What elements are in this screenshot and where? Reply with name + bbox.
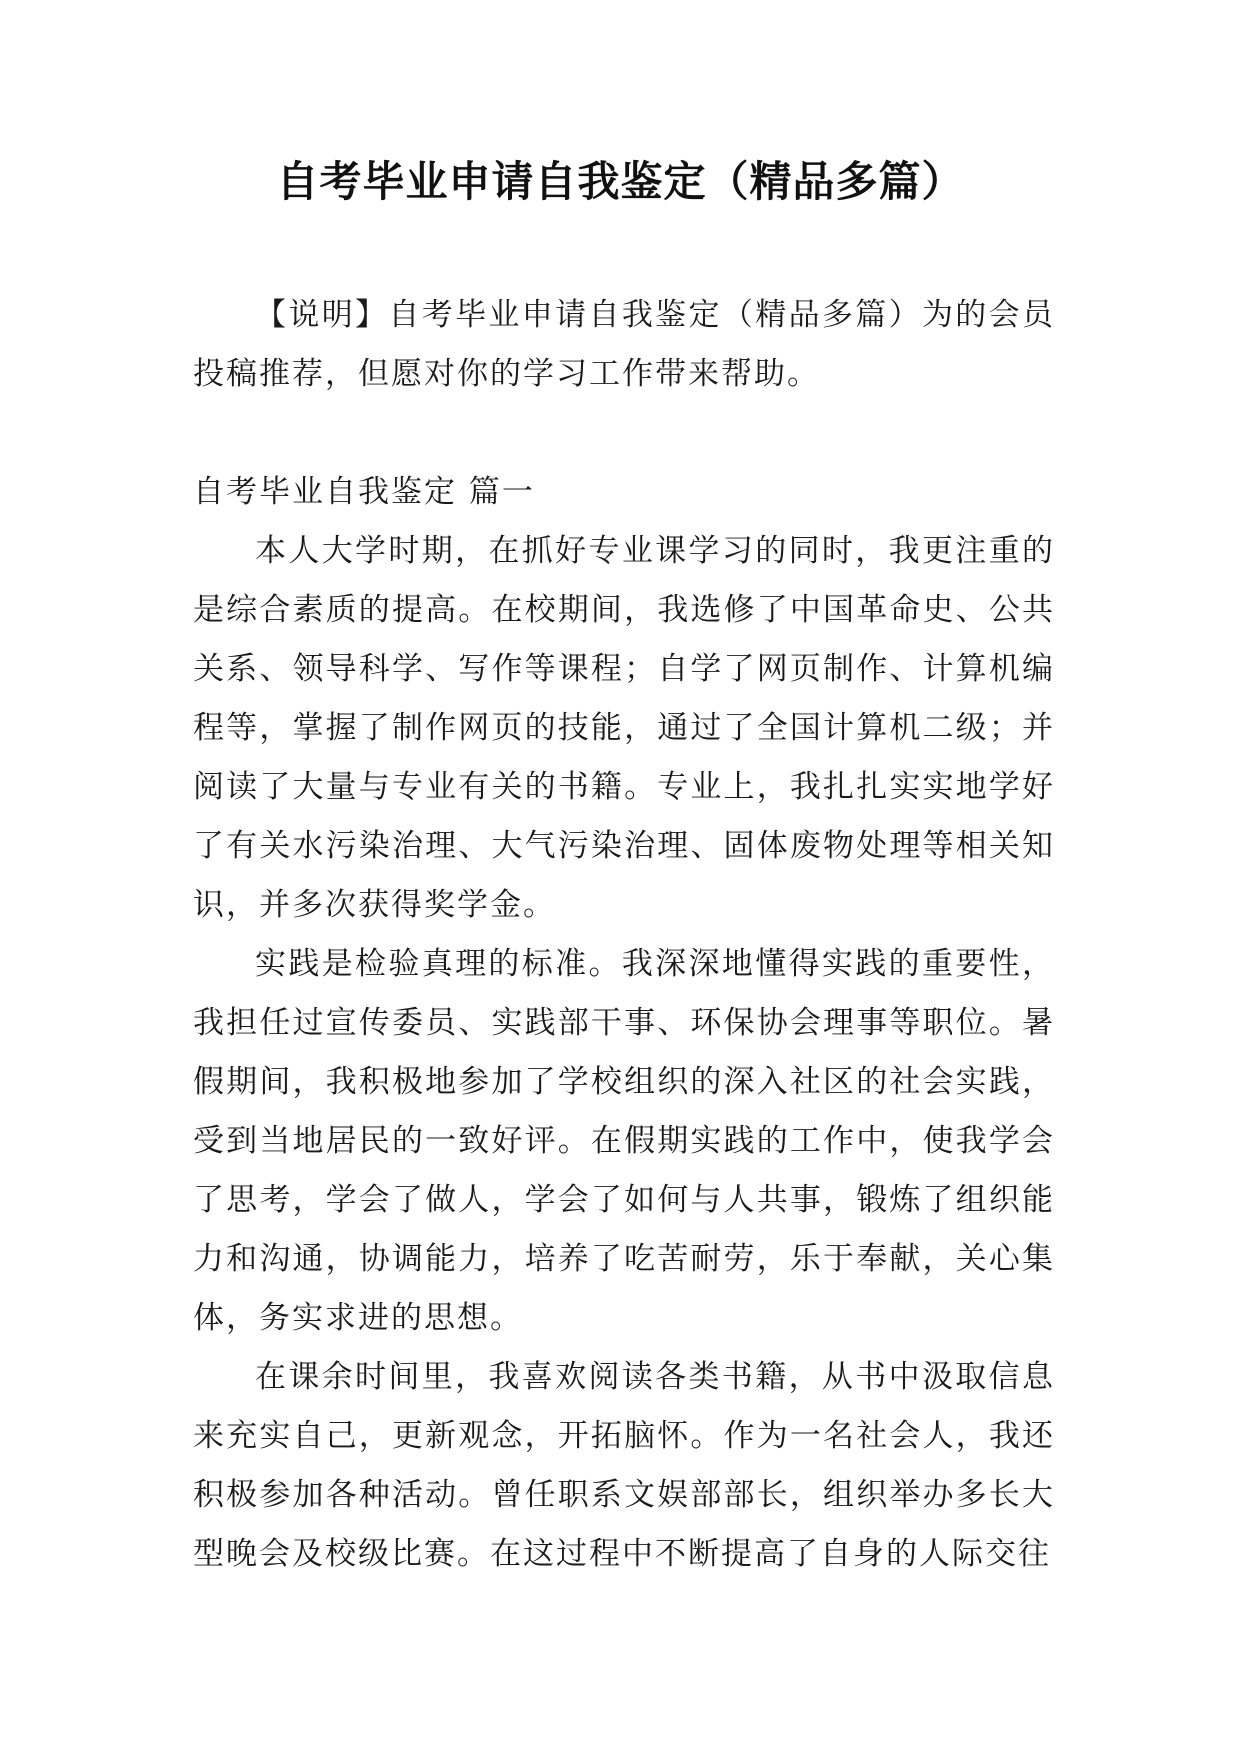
intro-paragraph: 【说明】自考毕业申请自我鉴定（精品多篇）为的会员投稿推荐，但愿对你的学习工作带来帮助。 bbox=[193, 297, 1055, 392]
paragraph-gap bbox=[193, 404, 1055, 463]
body-paragraph: 实践是检验真理的标准。我深深地懂得实践的重要性，我担任过宣传委员、实践部干事、环保协会理事等职位。暑假期间，我积极地参加了学校组织的深入社区的社会实践，受到当地居民的一致好评。在假期实践的工作中，使我学会了思考，学会了做人，学会了如何与人共事，锻炼了组织能力和沟通，协调能力，培养了吃苦耐劳，乐于奉献，关心集体，务实求进的思想。 bbox=[193, 946, 1055, 1336]
document-body bbox=[193, 286, 1055, 1584]
section-heading: 自考毕业自我鉴定 篇一 bbox=[193, 474, 535, 510]
body-paragraph: 本人大学时期，在抓好专业课学习的同时，我更注重的是综合素质的提高。在校期间，我选修了中国革命史、公共关系、领导科学、写作等课程；自学了网页制作、计算机编程等，掌握了制作网页的技能，通过了全国计算机二级；并阅读了大量与专业有关的书籍。专业上，我扎扎实实地学好了有关水污染治理、大气污染治理、固体废物处理等相关知识，并多次获得奖学金。 bbox=[193, 533, 1055, 923]
document-title: 自考毕业申请自我鉴定（精品多篇） bbox=[276, 157, 965, 206]
body-paragraph: 在课余时间里，我喜欢阅读各类书籍，从书中汲取信息来充实自己，更新观念，开拓脑怀。作为一名社会人，我还积极参加各种活动。曾任职系文娱部部长，组织举办多长大型晚会及校级比赛。在这过程中不断提高了自身的人际交往 bbox=[193, 1359, 1055, 1572]
